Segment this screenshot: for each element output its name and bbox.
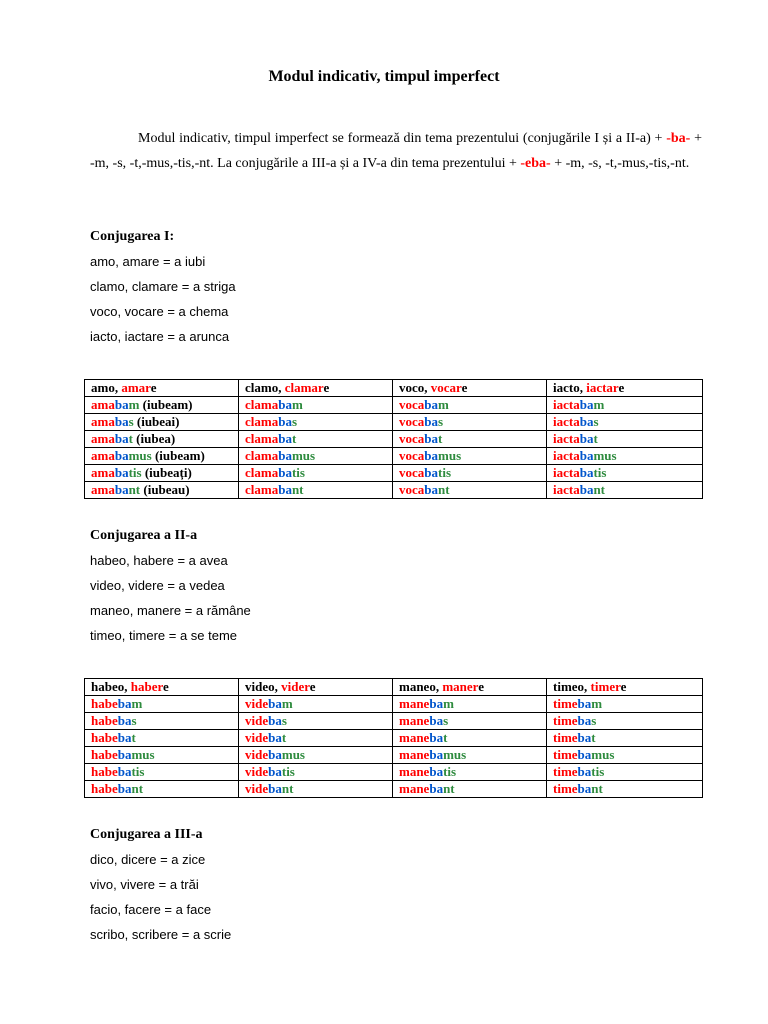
intro-text-1: Modul indicativ, timpul imperfect se formează din tema prezentului (conjugările I și a II-a) +: [138, 131, 667, 146]
table-cell: [393, 730, 547, 747]
cell-segment: ba: [429, 696, 444, 711]
cell-segment: ba: [278, 448, 292, 463]
table-row: [85, 696, 703, 713]
table-row: [85, 764, 703, 781]
cell-segment: tis: [131, 764, 145, 779]
cell-segment: mus: [128, 448, 152, 463]
verb-line: maneo, manere = a rămâne: [90, 603, 251, 618]
cell-segment: clama: [245, 465, 279, 480]
table-row: [85, 431, 703, 448]
cell-segment: tis: [281, 764, 295, 779]
cell-segment: m: [443, 696, 454, 711]
cell-segment: amo,: [91, 380, 122, 395]
cell-segment: t: [128, 431, 133, 446]
table-cell: [547, 781, 703, 798]
cell-segment: voca: [399, 465, 425, 480]
table-cell: [85, 747, 239, 764]
table-header-cell: [85, 679, 239, 696]
table-header-cell: [239, 679, 393, 696]
cell-segment: ba: [117, 764, 132, 779]
table-cell: [85, 730, 239, 747]
cell-segment: ba: [429, 764, 444, 779]
cell-segment: ama: [91, 465, 115, 480]
conjugation-1-heading: Conjugarea I:: [90, 229, 175, 244]
cell-segment: tis: [443, 764, 457, 779]
cell-segment: ba: [579, 482, 594, 497]
cell-segment: iacta: [553, 482, 580, 497]
cell-segment: ba: [424, 448, 439, 463]
cell-segment: ba: [278, 465, 292, 480]
cell-segment: mus: [591, 747, 615, 762]
cell-segment: clamo,: [245, 380, 285, 395]
conjugation-3-heading: Conjugarea a III-a: [90, 827, 203, 842]
cell-segment: t: [593, 431, 598, 446]
cell-segment: ba: [424, 482, 439, 497]
cell-segment: iactar: [586, 380, 619, 395]
cell-segment: ba: [577, 781, 592, 796]
cell-segment: clama: [245, 397, 279, 412]
cell-segment: m: [438, 397, 449, 412]
conjugation-2-table: [84, 678, 703, 798]
cell-segment: ba: [268, 764, 282, 779]
verb-line: habeo, habere = a avea: [90, 553, 228, 568]
table-cell: [393, 414, 547, 431]
table-cell: [85, 781, 239, 798]
cell-segment: mus: [291, 448, 316, 463]
verb-line: dico, dicere = a zice: [90, 852, 206, 867]
table-cell: [239, 465, 393, 482]
verb-line: timeo, timere = a se teme: [90, 628, 238, 643]
cell-segment: ba: [114, 448, 129, 463]
cell-segment: mus: [593, 448, 617, 463]
cell-segment: ba: [577, 730, 592, 745]
table-header-cell: [547, 679, 703, 696]
table-cell: [239, 747, 393, 764]
table-row: [85, 747, 703, 764]
table-cell: [85, 414, 239, 431]
cell-segment: ba: [577, 747, 592, 762]
table-row: [85, 713, 703, 730]
cell-segment: vide: [245, 764, 269, 779]
cell-segment: ba: [424, 465, 439, 480]
conjugation-1-section: [90, 224, 702, 349]
cell-segment: m: [128, 397, 140, 412]
cell-segment: ama: [91, 397, 115, 412]
verb-line: vivo, vivere = a trăi: [90, 877, 199, 892]
table-header-cell: [85, 380, 239, 397]
cell-segment: ba: [278, 414, 292, 429]
table-cell: [85, 713, 239, 730]
cell-segment: e: [620, 679, 627, 694]
cell-segment: clama: [245, 414, 279, 429]
intro-paragraph: [90, 126, 702, 176]
table-cell: [239, 781, 393, 798]
table-header-cell: [393, 679, 547, 696]
cell-segment: nt: [593, 482, 606, 497]
table-header-row: [85, 380, 703, 397]
cell-segment: maneo,: [399, 679, 443, 694]
cell-segment: vide: [245, 747, 269, 762]
cell-segment: ba: [577, 713, 592, 728]
cell-segment: ba: [117, 747, 132, 762]
cell-segment: mane: [399, 781, 430, 796]
table-cell: [547, 730, 703, 747]
cell-segment: habe: [91, 747, 118, 762]
cell-segment: nt: [131, 781, 144, 796]
cell-segment: ba: [429, 730, 444, 745]
cell-segment: e: [309, 679, 316, 694]
cell-segment: habe: [91, 764, 118, 779]
table-cell: [547, 696, 703, 713]
cell-segment: voca: [399, 414, 425, 429]
table-cell: [85, 431, 239, 448]
cell-segment: vocar: [430, 380, 462, 395]
cell-segment: s: [128, 414, 134, 429]
cell-segment: e: [163, 679, 169, 694]
verb-line: voco, vocare = a chema: [90, 304, 229, 319]
cell-segment: ama: [91, 414, 115, 429]
cell-segment: (iubeam): [151, 448, 205, 463]
cell-segment: ba: [429, 713, 444, 728]
cell-segment: ba: [579, 397, 594, 412]
table-cell: [239, 397, 393, 414]
cell-segment: clama: [245, 482, 279, 497]
cell-segment: ba: [429, 747, 444, 762]
cell-segment: t: [443, 730, 448, 745]
cell-segment: (iubeau): [140, 482, 190, 497]
cell-segment: vide: [245, 696, 269, 711]
cell-segment: clama: [245, 448, 279, 463]
cell-segment: ba: [424, 431, 439, 446]
table-cell: [239, 431, 393, 448]
table-cell: [85, 397, 239, 414]
cell-segment: ama: [91, 448, 115, 463]
table-cell: [547, 747, 703, 764]
cell-segment: time: [553, 713, 578, 728]
cell-segment: voca: [399, 448, 425, 463]
cell-segment: iacta: [553, 431, 580, 446]
table-cell: [547, 713, 703, 730]
table-cell: [547, 397, 703, 414]
cell-segment: e: [323, 380, 330, 395]
conjugation-1-table: [84, 379, 703, 499]
cell-segment: ba: [114, 397, 129, 412]
intro-text-3: + -m, -s, -t,-mus,-tis,-nt.: [550, 156, 690, 171]
cell-segment: tis: [128, 465, 142, 480]
table-cell: [547, 465, 703, 482]
table-cell: [393, 431, 547, 448]
table-cell: [393, 482, 547, 499]
table-cell: [85, 448, 239, 465]
verb-line: video, videre = a vedea: [90, 578, 225, 593]
cell-segment: s: [131, 713, 137, 728]
cell-segment: m: [593, 397, 605, 412]
table-cell: [547, 764, 703, 781]
cell-segment: s: [281, 713, 287, 728]
table-cell: [239, 730, 393, 747]
table-header-cell: [393, 380, 547, 397]
cell-segment: ba: [114, 465, 129, 480]
cell-segment: ba: [577, 764, 592, 779]
intro-eba-suffix: -eba-: [520, 156, 551, 171]
cell-segment: vide: [245, 730, 269, 745]
table-row: [85, 730, 703, 747]
cell-segment: nt: [291, 482, 304, 497]
table-cell: [393, 397, 547, 414]
cell-segment: nt: [128, 482, 141, 497]
cell-segment: mus: [438, 448, 462, 463]
cell-segment: habe: [91, 696, 118, 711]
cell-segment: ba: [579, 465, 594, 480]
cell-segment: mane: [399, 747, 430, 762]
conjugation-2-section: [90, 523, 702, 648]
table-row: [85, 482, 703, 499]
cell-segment: mus: [281, 747, 305, 762]
table-cell: [547, 414, 703, 431]
cell-segment: video,: [245, 679, 282, 694]
cell-segment: (iubeam): [139, 397, 193, 412]
cell-segment: m: [591, 696, 603, 711]
cell-segment: ba: [117, 713, 132, 728]
intro-ba-suffix: -ba-: [666, 131, 691, 146]
cell-segment: time: [553, 747, 578, 762]
cell-segment: vide: [245, 713, 269, 728]
table-cell: [393, 713, 547, 730]
verb-line: iacto, iactare = a arunca: [90, 329, 230, 344]
cell-segment: ba: [114, 414, 129, 429]
cell-segment: ba: [579, 431, 594, 446]
cell-segment: iacta: [553, 414, 580, 429]
cell-segment: s: [443, 713, 449, 728]
cell-segment: m: [131, 696, 143, 711]
cell-segment: t: [131, 730, 136, 745]
cell-segment: mane: [399, 713, 430, 728]
cell-segment: ba: [424, 414, 439, 429]
cell-segment: habeo,: [91, 679, 131, 694]
cell-segment: tis: [291, 465, 305, 480]
page-title: Modul indicativ, timpul imperfect: [268, 68, 500, 85]
cell-segment: maner: [442, 679, 479, 694]
cell-segment: ba: [268, 781, 282, 796]
table-cell: [239, 482, 393, 499]
cell-segment: tis: [593, 465, 607, 480]
intro-text-2: + -m, -s, -t,-mus,-tis,-nt. La conjugările a III-a și a IV-a din tema prezentului +: [90, 131, 703, 171]
cell-segment: mane: [399, 764, 430, 779]
cell-segment: time: [553, 781, 578, 796]
cell-segment: ba: [117, 730, 132, 745]
cell-segment: ba: [117, 781, 132, 796]
table-cell: [393, 696, 547, 713]
verb-line: facio, facere = a face: [90, 902, 212, 917]
cell-segment: ama: [91, 431, 115, 446]
cell-segment: e: [618, 380, 625, 395]
cell-segment: ama: [91, 482, 115, 497]
cell-segment: mane: [399, 696, 430, 711]
cell-segment: m: [281, 696, 293, 711]
conjugation-3-section: [90, 822, 702, 947]
table-row: [85, 397, 703, 414]
cell-segment: t: [591, 730, 596, 745]
table-cell: [547, 482, 703, 499]
cell-segment: vider: [281, 679, 310, 694]
cell-segment: ba: [268, 747, 282, 762]
table-cell: [85, 482, 239, 499]
cell-segment: nt: [438, 482, 450, 497]
cell-segment: haber: [130, 679, 163, 694]
cell-segment: ba: [278, 397, 292, 412]
cell-segment: iacta: [553, 465, 580, 480]
cell-segment: time: [553, 696, 578, 711]
cell-segment: (iubeați): [141, 465, 192, 480]
table-header-cell: [547, 380, 703, 397]
table-cell: [85, 465, 239, 482]
cell-segment: clamar: [284, 380, 324, 395]
cell-segment: ba: [424, 397, 439, 412]
table-cell: [239, 414, 393, 431]
cell-segment: t: [281, 730, 287, 745]
table-row: [85, 465, 703, 482]
cell-segment: t: [438, 431, 443, 446]
cell-segment: voco,: [399, 380, 431, 395]
table-cell: [239, 448, 393, 465]
table-row: [85, 781, 703, 798]
table-cell: [239, 764, 393, 781]
table-cell: [239, 696, 393, 713]
cell-segment: mus: [131, 747, 155, 762]
cell-segment: time: [553, 764, 578, 779]
cell-segment: (iubeai): [133, 414, 180, 429]
table-header-cell: [239, 380, 393, 397]
cell-segment: iacta: [553, 397, 580, 412]
cell-segment: mane: [399, 730, 430, 745]
cell-segment: ba: [117, 696, 132, 711]
cell-segment: ba: [268, 713, 282, 728]
cell-segment: ba: [268, 730, 282, 745]
cell-segment: amar: [121, 380, 151, 395]
table-cell: [85, 764, 239, 781]
cell-segment: habe: [91, 730, 118, 745]
cell-segment: ba: [579, 414, 594, 429]
cell-segment: timeo,: [553, 679, 591, 694]
cell-segment: nt: [281, 781, 294, 796]
table-cell: [547, 448, 703, 465]
table-row: [85, 448, 703, 465]
table-header-row: [85, 679, 703, 696]
table-cell: [393, 448, 547, 465]
cell-segment: habe: [91, 713, 118, 728]
table-cell: [393, 764, 547, 781]
cell-segment: vide: [245, 781, 269, 796]
cell-segment: mus: [443, 747, 467, 762]
table-cell: [393, 781, 547, 798]
cell-segment: t: [291, 431, 297, 446]
cell-segment: voca: [399, 397, 425, 412]
conjugation-2-heading: Conjugarea a II-a: [90, 528, 198, 543]
cell-segment: habe: [91, 781, 118, 796]
cell-segment: tis: [591, 764, 605, 779]
cell-segment: e: [478, 679, 484, 694]
cell-segment: ba: [278, 431, 292, 446]
cell-segment: e: [461, 380, 468, 395]
cell-segment: iacto,: [553, 380, 587, 395]
verb-line: scribo, scribere = a scrie: [90, 927, 232, 942]
cell-segment: nt: [591, 781, 603, 796]
cell-segment: timer: [590, 679, 621, 694]
cell-segment: ba: [268, 696, 282, 711]
cell-segment: ba: [114, 431, 129, 446]
verb-line: amo, amare = a iubi: [90, 254, 206, 269]
cell-segment: m: [291, 397, 303, 412]
verb-line: clamo, clamare = a striga: [90, 279, 236, 294]
table-cell: [393, 465, 547, 482]
cell-segment: s: [291, 414, 298, 429]
table-cell: [239, 713, 393, 730]
cell-segment: voca: [399, 482, 425, 497]
cell-segment: tis: [438, 465, 452, 480]
cell-segment: e: [150, 380, 157, 395]
table-cell: [547, 431, 703, 448]
cell-segment: time: [553, 730, 578, 745]
cell-segment: clama: [245, 431, 279, 446]
cell-segment: (iubea): [132, 431, 176, 446]
cell-segment: iacta: [553, 448, 580, 463]
cell-segment: voca: [399, 431, 425, 446]
table-cell: [393, 747, 547, 764]
cell-segment: ba: [114, 482, 129, 497]
cell-segment: s: [593, 414, 599, 429]
table-cell: [85, 696, 239, 713]
table-row: [85, 414, 703, 431]
cell-segment: ba: [579, 448, 594, 463]
cell-segment: s: [591, 713, 597, 728]
cell-segment: ba: [577, 696, 592, 711]
cell-segment: s: [438, 414, 444, 429]
cell-segment: ba: [429, 781, 444, 796]
cell-segment: ba: [278, 482, 292, 497]
cell-segment: nt: [443, 781, 455, 796]
